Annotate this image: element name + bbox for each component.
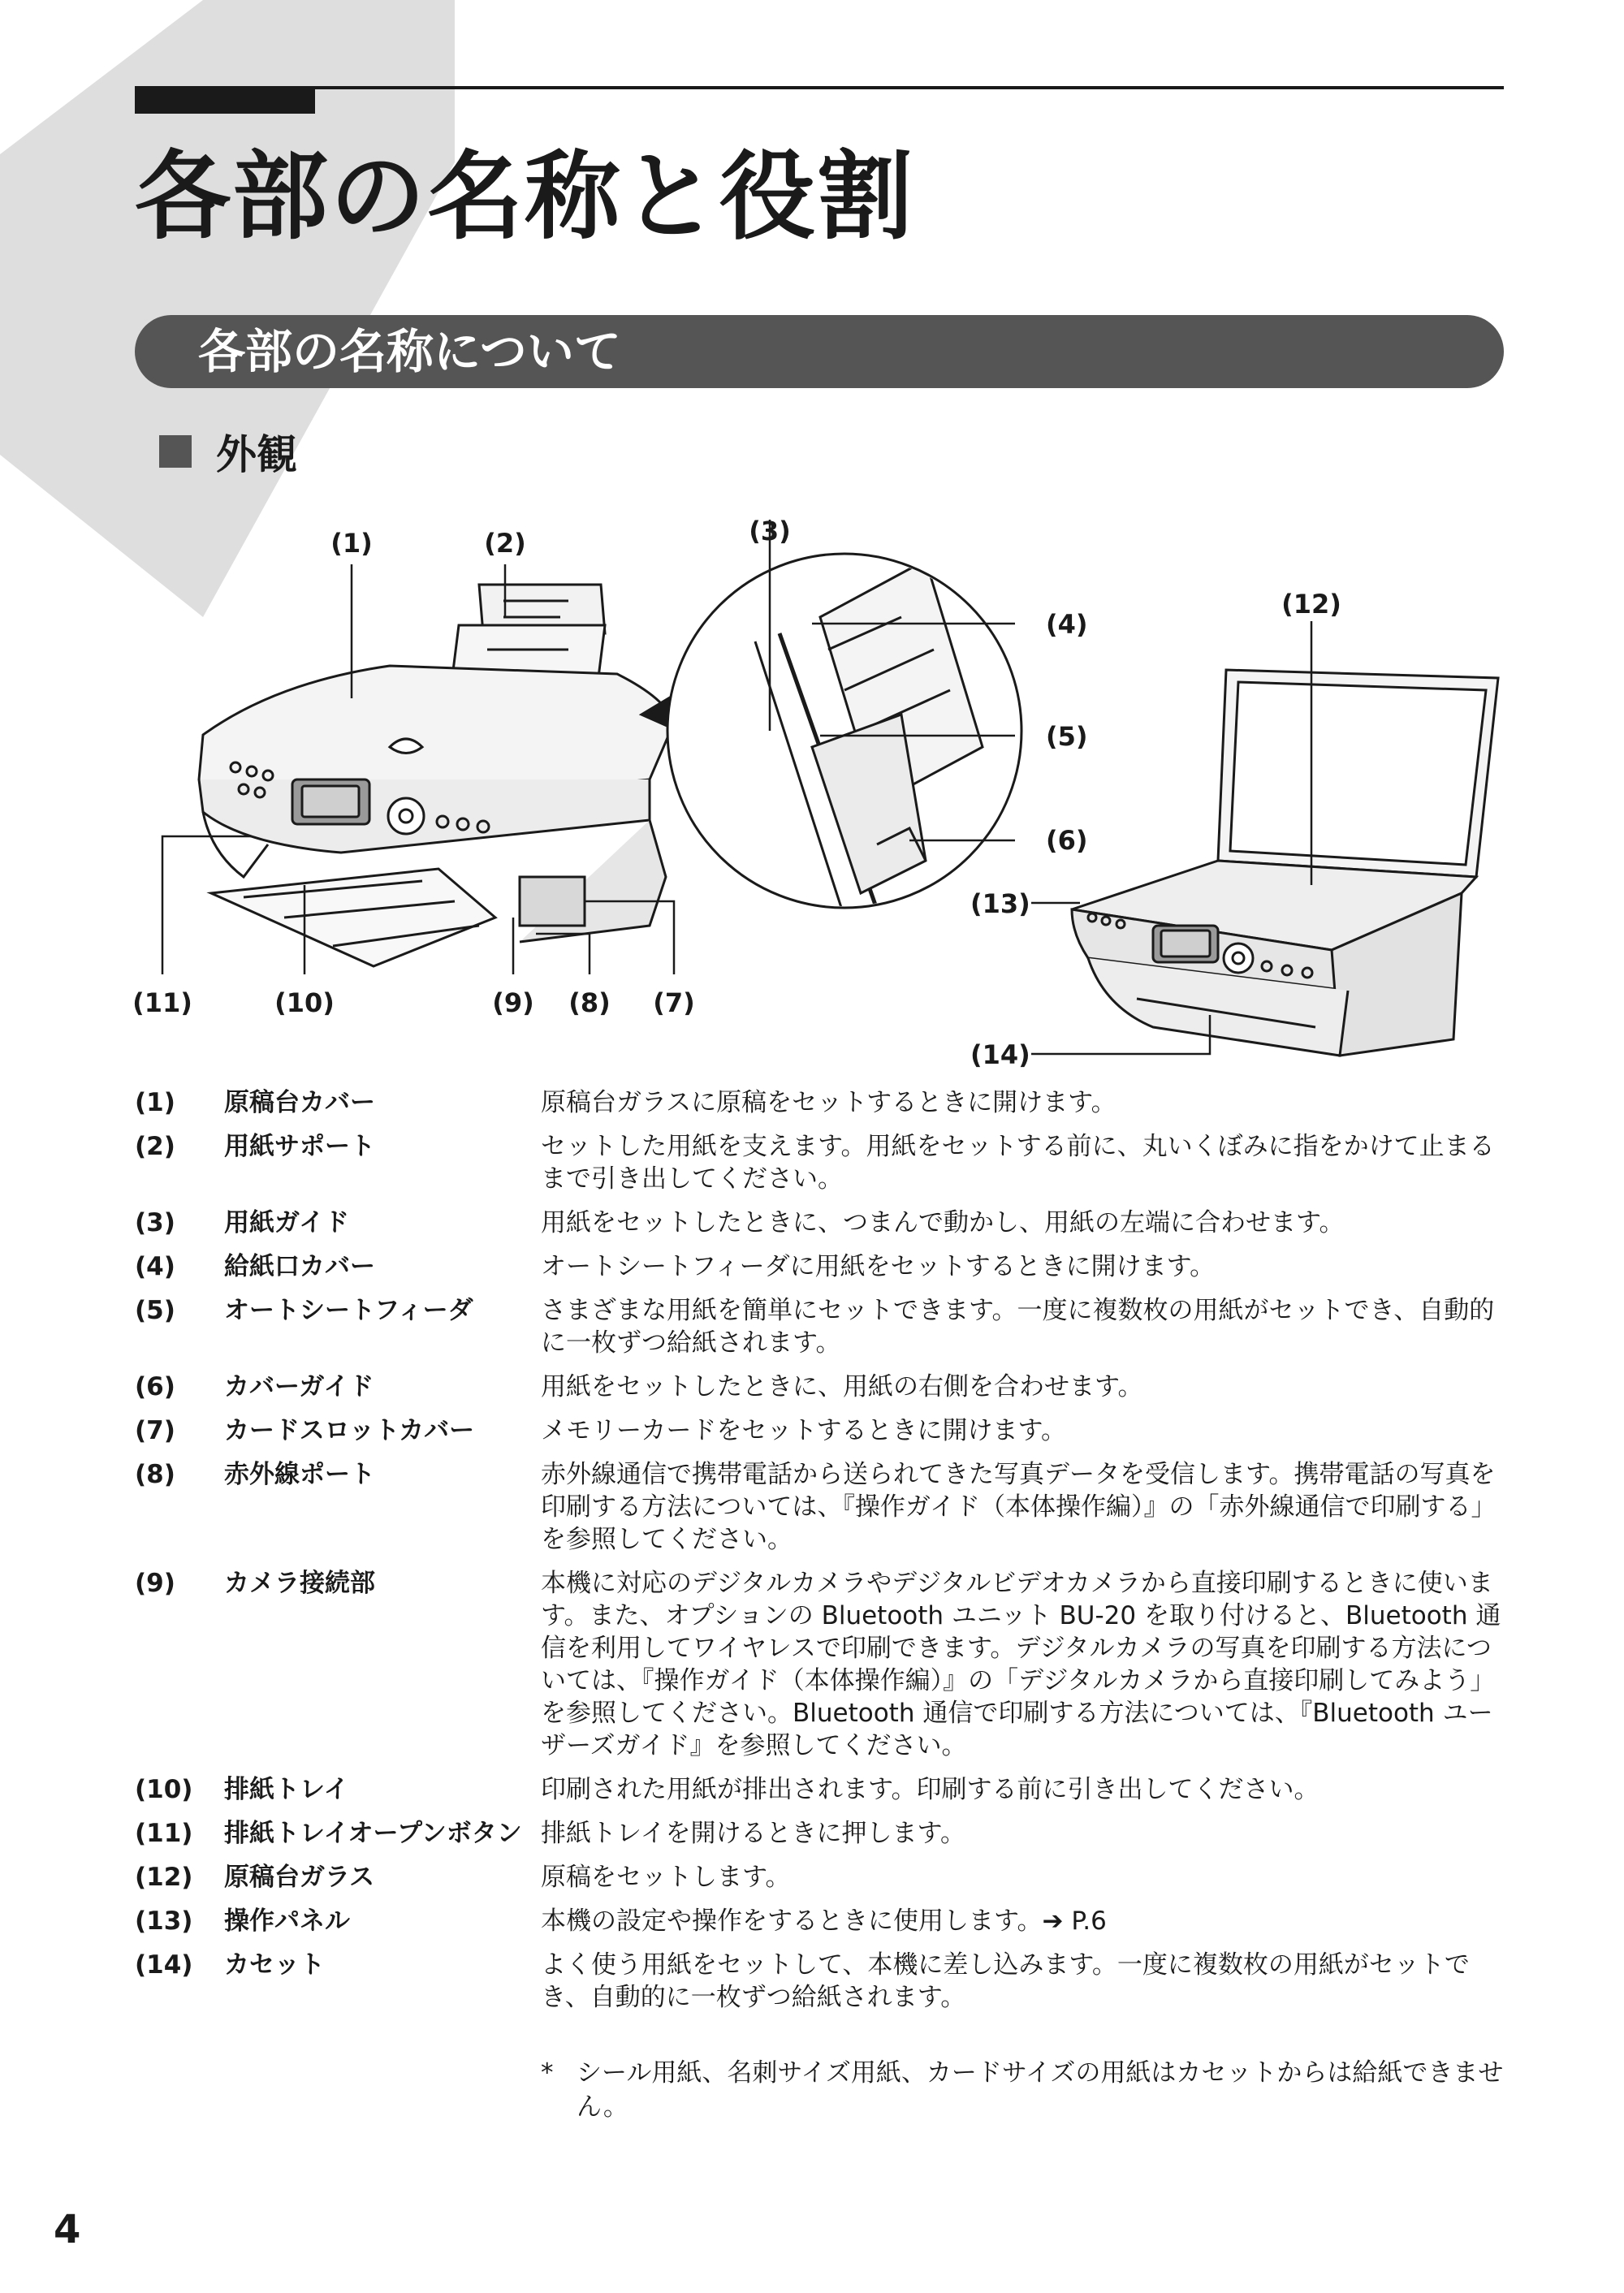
callout-2: (2) xyxy=(484,528,526,559)
part-description: メモリーカードをセットするときに開けます。 xyxy=(541,1416,1066,1445)
top-accent-bar xyxy=(135,89,315,114)
section-title: 各部の名称について xyxy=(198,324,621,379)
part-number: (13) xyxy=(135,1907,193,1936)
part-number: (2) xyxy=(135,1132,175,1161)
part-number: (11) xyxy=(135,1819,193,1848)
table-row xyxy=(135,1817,1515,1861)
section-banner xyxy=(135,315,1504,388)
part-number: (7) xyxy=(135,1416,175,1445)
part-name: カセット xyxy=(224,1950,325,1980)
part-description: さまざまな用紙を簡単にセットできます。一度に複数枚の用紙がセットでき、自動的に一枚ずつ給紙されます。 xyxy=(541,1296,1495,1358)
part-description: 本機に対応のデジタルカメラやデジタルビデオカメラから直接印刷するときに使います。また、オプションの Bluetooth ユニット BU-20 を取り付けると、Bluetooth 通信を利用してワイヤレスで印刷できます。デジタルカメラの写真を印刷する方法については、『操作ガイド（本体操作編）』の「デジタルカメラから直接印刷してみよう」を参照してください。Bluetooth 通信で印刷する方法については、『Bluetooth ユーザーズガイド』を参照してください。 xyxy=(541,1569,1501,1760)
callout-9: (9) xyxy=(492,987,534,1018)
part-name: 用紙サポート xyxy=(224,1132,375,1161)
part-description: セットした用紙を支えます。用紙をセットする前に、丸いくぼみに指をかけて止まるまで引き出してください。 xyxy=(541,1132,1495,1194)
table-row xyxy=(135,1905,1515,1949)
part-number: (14) xyxy=(135,1950,193,1980)
callout-1: (1) xyxy=(330,528,373,559)
callout-11: (11) xyxy=(132,987,192,1018)
callout-5: (5) xyxy=(1046,721,1088,752)
zoom-circle-illustration xyxy=(667,520,1021,918)
part-description: 本機の設定や操作をするときに使用します。➔ P.6 xyxy=(541,1907,1107,1936)
table-row xyxy=(135,1414,1515,1458)
square-bullet-icon xyxy=(159,435,192,468)
part-description: 用紙をセットしたときに、つまんで動かし、用紙の左端に合わせます。 xyxy=(541,1208,1345,1237)
callout-6: (6) xyxy=(1046,825,1088,856)
part-number: (12) xyxy=(135,1863,193,1892)
callout-14: (14) xyxy=(970,1039,1030,1070)
page-title: 各部の名称と役割 xyxy=(135,140,915,253)
subsection-heading xyxy=(159,422,297,481)
table-row xyxy=(135,1086,1515,1130)
printer-figure xyxy=(0,503,1624,1088)
part-description: 赤外線通信で携帯電話から送られてきた写真データを受信します。携帯電話の写真を印刷する方法については、『操作ガイド（本体操作編）』の「赤外線通信で印刷する」を参照してください。 xyxy=(541,1460,1497,1554)
footnote-text: シール用紙、名刺サイズ用紙、カードサイズの用紙はカセットからは給紙できません。 xyxy=(577,2058,1504,2122)
table-row xyxy=(135,1949,1515,2025)
part-number: (10) xyxy=(135,1775,193,1804)
part-number: (1) xyxy=(135,1088,175,1117)
top-rule xyxy=(135,86,1504,89)
printer-body-right xyxy=(1031,621,1498,1056)
part-name: 原稿台ガラス xyxy=(224,1863,375,1892)
part-description: 原稿をセットします。 xyxy=(541,1863,791,1892)
part-name: 赤外線ポート xyxy=(224,1460,375,1489)
footnote-marker: * xyxy=(541,2058,554,2088)
callout-3: (3) xyxy=(749,516,791,546)
callout-7: (7) xyxy=(653,987,695,1018)
table-row xyxy=(135,1294,1515,1371)
part-description: 排紙トレイを開けるときに押します。 xyxy=(541,1819,965,1848)
table-row xyxy=(135,1250,1515,1294)
footnote xyxy=(541,2056,1515,2124)
part-name: オートシートフィーダ xyxy=(224,1296,473,1325)
part-name: 操作パネル xyxy=(224,1907,350,1936)
part-number: (5) xyxy=(135,1296,175,1325)
callout-10: (10) xyxy=(274,987,335,1018)
part-description: よく使う用紙をセットして、本機に差し込みます。一度に複数枚の用紙がセットでき、自動的に一枚ずつ給紙されます。 xyxy=(541,1950,1470,2012)
subsection-title: 外観 xyxy=(216,431,297,478)
output-tray-illustration xyxy=(211,869,495,966)
part-name: 排紙トレイ xyxy=(224,1775,349,1804)
part-name: 給紙口カバー xyxy=(224,1252,375,1281)
table-row xyxy=(135,1458,1515,1567)
part-number: (8) xyxy=(135,1460,175,1489)
part-description: 用紙をセットしたときに、用紙の右側を合わせます。 xyxy=(541,1372,1143,1401)
parts-table xyxy=(135,1086,1515,2025)
part-name: 用紙ガイド xyxy=(224,1208,350,1237)
part-name: カードスロットカバー xyxy=(224,1416,475,1445)
part-number: (4) xyxy=(135,1252,175,1281)
part-name: 排紙トレイオープンボタン xyxy=(224,1819,522,1848)
table-row xyxy=(135,1130,1515,1207)
part-name: カバーガイド xyxy=(224,1372,374,1401)
part-number: (3) xyxy=(135,1208,175,1237)
part-description: 印刷された用紙が排出されます。印刷する前に引き出してください。 xyxy=(541,1775,1320,1804)
table-row xyxy=(135,1773,1515,1817)
callout-12: (12) xyxy=(1281,589,1341,620)
table-row xyxy=(135,1861,1515,1905)
table-row xyxy=(135,1207,1515,1250)
part-number: (9) xyxy=(135,1569,175,1598)
part-name: カメラ接続部 xyxy=(224,1569,375,1598)
part-number: (6) xyxy=(135,1372,175,1401)
part-name: 原稿台カバー xyxy=(224,1088,375,1117)
callout-13: (13) xyxy=(970,888,1030,919)
part-description: 原稿台ガラスに原稿をセットするときに開けます。 xyxy=(541,1088,1116,1117)
page-number: 4 xyxy=(54,2207,81,2252)
callout-8: (8) xyxy=(568,987,611,1018)
part-description: オートシートフィーダに用紙をセットするときに開けます。 xyxy=(541,1252,1216,1281)
callout-4: (4) xyxy=(1046,609,1088,640)
table-row xyxy=(135,1567,1515,1773)
table-row xyxy=(135,1371,1515,1414)
